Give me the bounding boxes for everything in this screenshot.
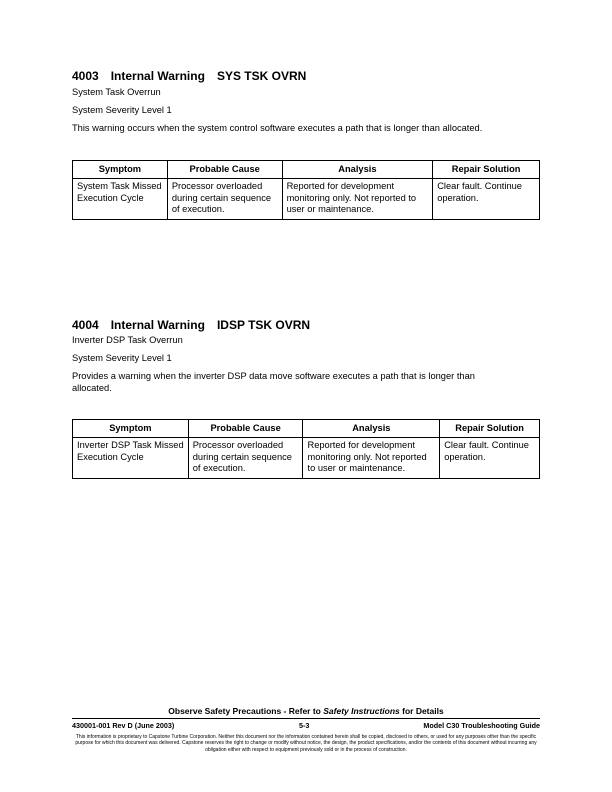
warning-type: Internal Warning [110,69,205,83]
header-repair-solution: Repair Solution [440,420,540,438]
doc-number: 430001-001 Rev D (June 2003) [72,721,175,730]
troubleshooting-table [72,160,540,220]
doc-title: Model C30 Troubleshooting Guide [423,721,540,730]
safety-note-suffix: for Details [399,706,444,716]
warning-name: Inverter DSP Task Overrun [72,335,183,345]
table-header-row [73,161,540,179]
cell-probable-cause: Processor overloaded during certain sequence of execution. [188,438,303,479]
severity-level: System Severity Level 1 [72,105,172,115]
cell-probable-cause: Processor overloaded during certain sequence of execution. [167,179,282,220]
header-symptom: Symptom [73,420,189,438]
header-analysis: Analysis [303,420,440,438]
header-probable-cause: Probable Cause [167,161,282,179]
header-analysis: Analysis [282,161,433,179]
section-4004 [72,318,540,473]
header-symptom: Symptom [73,161,168,179]
section-heading [72,69,540,83]
section-4003 [72,69,540,214]
cell-repair-solution: Clear fault. Continue operation. [440,438,540,479]
troubleshooting-table [72,419,540,479]
warning-mnemonic: SYS TSK OVRN [216,69,307,83]
proprietary-disclaimer: This information is proprietary to Capstone Turbine Corporation. Neither this document nor the information contained herein shall be copied, disclosed to others, or used for any purposes other than the specific purpose for which this document was delivered. Capstone reserves the right to change or modify without notice, the design, the product specifications, and/or the contents of this document without incurring any obligation either with respect to equipment previously sold or in the process of construction. [75,734,537,753]
footer-divider [72,718,540,719]
safety-note-prefix: Observe Safety Precautions - Refer to [168,706,324,716]
safety-instructions-ref: Safety Instructions [323,706,400,716]
header-repair-solution: Repair Solution [433,161,540,179]
warning-name: System Task Overrun [72,87,161,97]
warning-mnemonic: IDSP TSK OVRN [216,318,311,332]
table-header-row [73,420,540,438]
severity-level: System Severity Level 1 [72,353,172,363]
cell-symptom: System Task Missed Execution Cycle [73,179,168,220]
section-heading [72,318,540,332]
warning-code: 4003 [72,69,99,83]
header-probable-cause: Probable Cause [188,420,303,438]
cell-analysis: Reported for development monitoring only. Not reported to user or maintenance. [303,438,440,479]
warning-description: This warning occurs when the system control software executes a path that is longer than allocated. [72,123,483,133]
safety-note [0,706,612,716]
table-row [73,179,540,220]
cell-analysis: Reported for development monitoring only. Not reported to user or maintenance. [282,179,433,220]
cell-repair-solution: Clear fault. Continue operation. [433,179,540,220]
warning-code: 4004 [72,318,99,332]
table-row [73,438,540,479]
page-number: 5-3 [299,721,310,730]
warning-description: Provides a warning when the inverter DSP data move software executes a path that is longer than allocated. [72,371,475,393]
cell-symptom: Inverter DSP Task Missed Execution Cycle [73,438,189,479]
warning-type: Internal Warning [110,318,205,332]
